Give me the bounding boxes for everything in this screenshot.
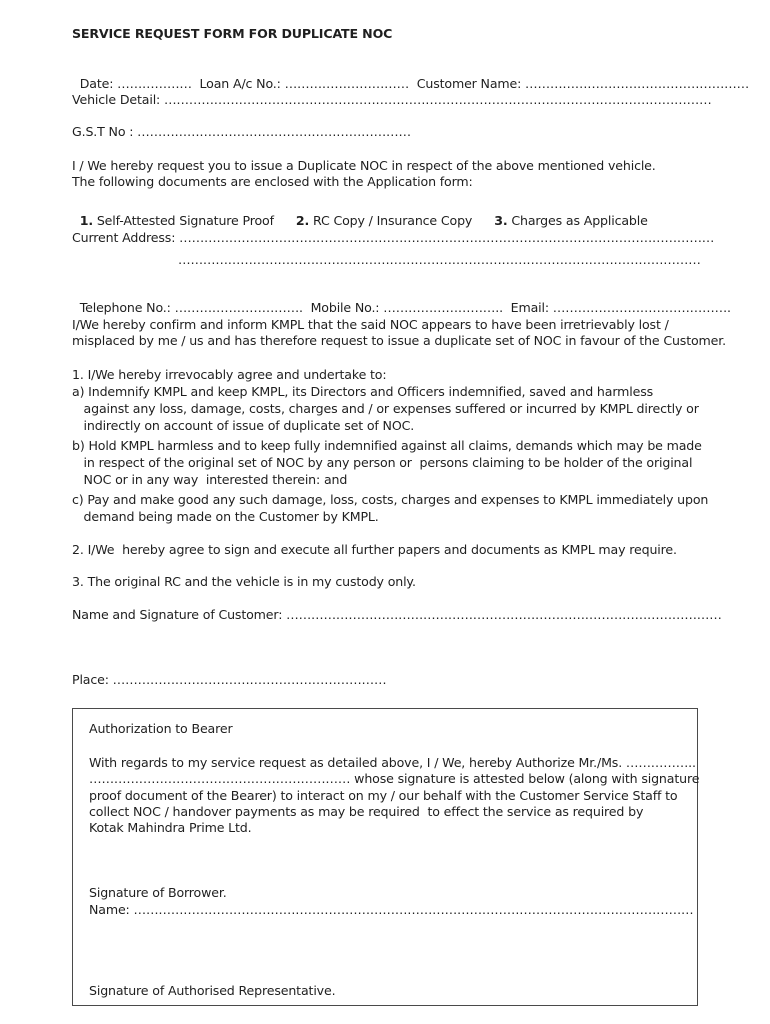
place-field[interactable]: Place: ………………………………………………………… — [72, 672, 387, 687]
current-address-field[interactable]: Current Address: ………………………………………………………………………………………………………………… — [72, 230, 715, 245]
document-item: 2. RC Copy / Insurance Copy — [295, 213, 473, 228]
contact-row — [72, 284, 731, 316]
email-field[interactable]: Email: ……………………………………. — [506, 300, 731, 315]
clause-b-line: NOC or in any way interested therein: and — [72, 472, 348, 487]
documents-list — [72, 197, 648, 229]
clause-c-line: c) Pay and make good any such damage, loss, costs, charges and expenses to KMPL immediately upon — [72, 492, 709, 507]
date-field[interactable]: Date: ……………… — [79, 76, 196, 91]
borrower-signature-label: Signature of Borrower. — [89, 885, 227, 900]
clause-a-line: a) Indemnify KMPL and keep KMPL, its Directors and Officers indemnified, saved and harmless — [72, 384, 654, 399]
document-item: 1. Self-Attested Signature Proof — [79, 213, 274, 228]
header-fields-row — [72, 60, 749, 92]
clause-c-line: demand being made on the Customer by KMPL. — [72, 509, 379, 524]
clause-a-line: indirectly on account of issue of duplicate set of NOC. — [72, 418, 415, 433]
document-number: 3. — [494, 213, 508, 228]
authorization-text-line: proof document of the Bearer) to interact on my / our behalf with the Customer Service Staff to — [89, 788, 678, 803]
authorization-box — [72, 708, 698, 1006]
document-item: 3. Charges as Applicable — [494, 213, 648, 228]
document-number: 1. — [79, 213, 93, 228]
vehicle-detail-field[interactable]: Vehicle Detail: …………………………………………………………………………………………………………………… — [72, 92, 712, 107]
request-text-2: The following documents are enclosed with the Application form: — [72, 174, 473, 189]
telephone-field[interactable]: Telephone No.: …………………………. — [79, 300, 307, 315]
authorization-text-line: collect NOC / handover payments as may be required to effect the service as required by — [89, 804, 644, 819]
page-title: SERVICE REQUEST FORM FOR DUPLICATE NOC — [72, 26, 393, 41]
mobile-field[interactable]: Mobile No.: ……………………….. — [306, 300, 507, 315]
representative-signature-label: Signature of Authorised Representative. — [89, 983, 336, 998]
gst-field[interactable]: G.S.T No : ………………………………………………………… — [72, 124, 411, 139]
clause-a-line: against any loss, damage, costs, charges and / or expenses suffered or incurred by KMPL directly or — [72, 401, 699, 416]
point-2: 2. I/We hereby agree to sign and execute all further papers and documents as KMPL may require. — [72, 542, 677, 557]
undertake-heading: 1. I/We hereby irrevocably agree and undertake to: — [72, 367, 387, 382]
name-signature-field[interactable]: Name and Signature of Customer: …………………………………………………………………………………………… — [72, 607, 722, 622]
confirm-text-2: misplaced by me / us and has therefore request to issue a duplicate set of NOC in favour of the Customer. — [72, 333, 726, 348]
clause-b-line: in respect of the original set of NOC by any person or persons claiming to be holder of the original — [72, 455, 693, 470]
document-number: 2. — [295, 213, 310, 228]
address-line-2[interactable]: ……………………………………………………………………………………………………………… — [178, 252, 701, 267]
point-3: 3. The original RC and the vehicle is in my custody only. — [72, 574, 416, 589]
request-text: I / We hereby request you to issue a Duplicate NOC in respect of the above mentioned vehicle. — [72, 158, 656, 173]
authorization-text-line: With regards to my service request as detailed above, I / We, hereby Authorize Mr./Ms. …………….. — [89, 755, 696, 770]
authorization-text-line: Kotak Mahindra Prime Ltd. — [89, 820, 252, 835]
loan-account-field[interactable]: Loan A/c No.: ………………………… — [195, 76, 413, 91]
authorization-text-line: ……………………………………………………… whose signature is attested below (along with signature — [89, 771, 700, 786]
bearer-name-field[interactable]: Name: ……………………………………………………………………………………………………………………… — [89, 902, 694, 917]
customer-name-field[interactable]: Customer Name: ……………………………………………… — [412, 76, 750, 91]
authorization-heading: Authorization to Bearer — [89, 721, 233, 736]
confirm-text: I/We hereby confirm and inform KMPL that the said NOC appears to have been irretrievably lost / — [72, 317, 669, 332]
clause-b-line: b) Hold KMPL harmless and to keep fully indemnified against all claims, demands which may be made — [72, 438, 702, 453]
